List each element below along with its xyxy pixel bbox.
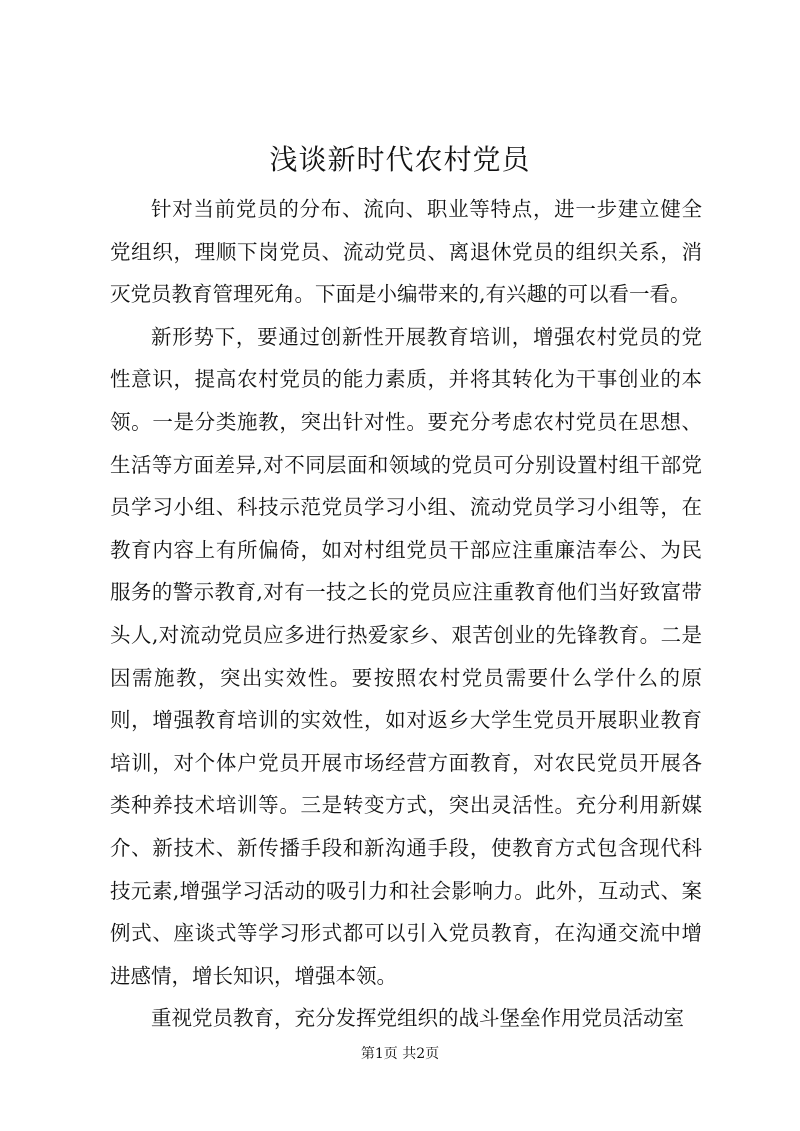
paragraph-party-organization: 重视党员教育，充分发挥党组织的战斗堡垒作用党员活动室 — [151, 1006, 684, 1031]
document-body — [110, 188, 702, 1040]
page-number-footer: 第1页 共2页 — [360, 1046, 440, 1062]
paragraph-intro: 针对当前党员的分布、流向、职业等特点，进一步建立健全党组织，理顺下岗党员、流动党员、离退休党员的组织关系，消灭党员教育管理死角。下面是小编带来的,有兴趣的可以看一看。 — [110, 197, 702, 307]
paragraph-education-training: 新形势下，要通过创新性开展教育培训，增强农村党员的党性意识，提高农村党员的能力素质，并将其转化为干事创业的本领。一是分类施教，突出针对性。要充分考虑农村党员在思想、生活等方面差异,对不同层面和领域的党员可分别设置村组干部党员学习小组、科技示范党员学习小组、流动党员学习小组等，在教育内容上有所偏倚，如对村组党员干部应注重廉洁奉公、为民服务的警示教育,对有一技之长的党员应注重教育他们当好致富带头人,对流动党员应多进行热爱家乡、艰苦创业的先锋教育。二是因需施教，突出实效性。要按照农村党员需要什么学什么的原则，增强教育培训的实效性，如对返乡大学生党员开展职业教育培训，对个体户党员开展市场经营方面教育，对农民党员开展各类种养技术培训等。三是转变方式，突出灵活性。充分利用新媒介、新技术、新传播手段和新沟通手段，使教育方式包含现代科技元素,增强学习活动的吸引力和社会影响力。此外，互动式、案例式、座谈式等学习形式都可以引入党员教育，在沟通交流中增进感情，增长知识，增强本领。 — [110, 324, 702, 988]
document-title: 浅谈新时代农村党员 — [269, 143, 531, 176]
